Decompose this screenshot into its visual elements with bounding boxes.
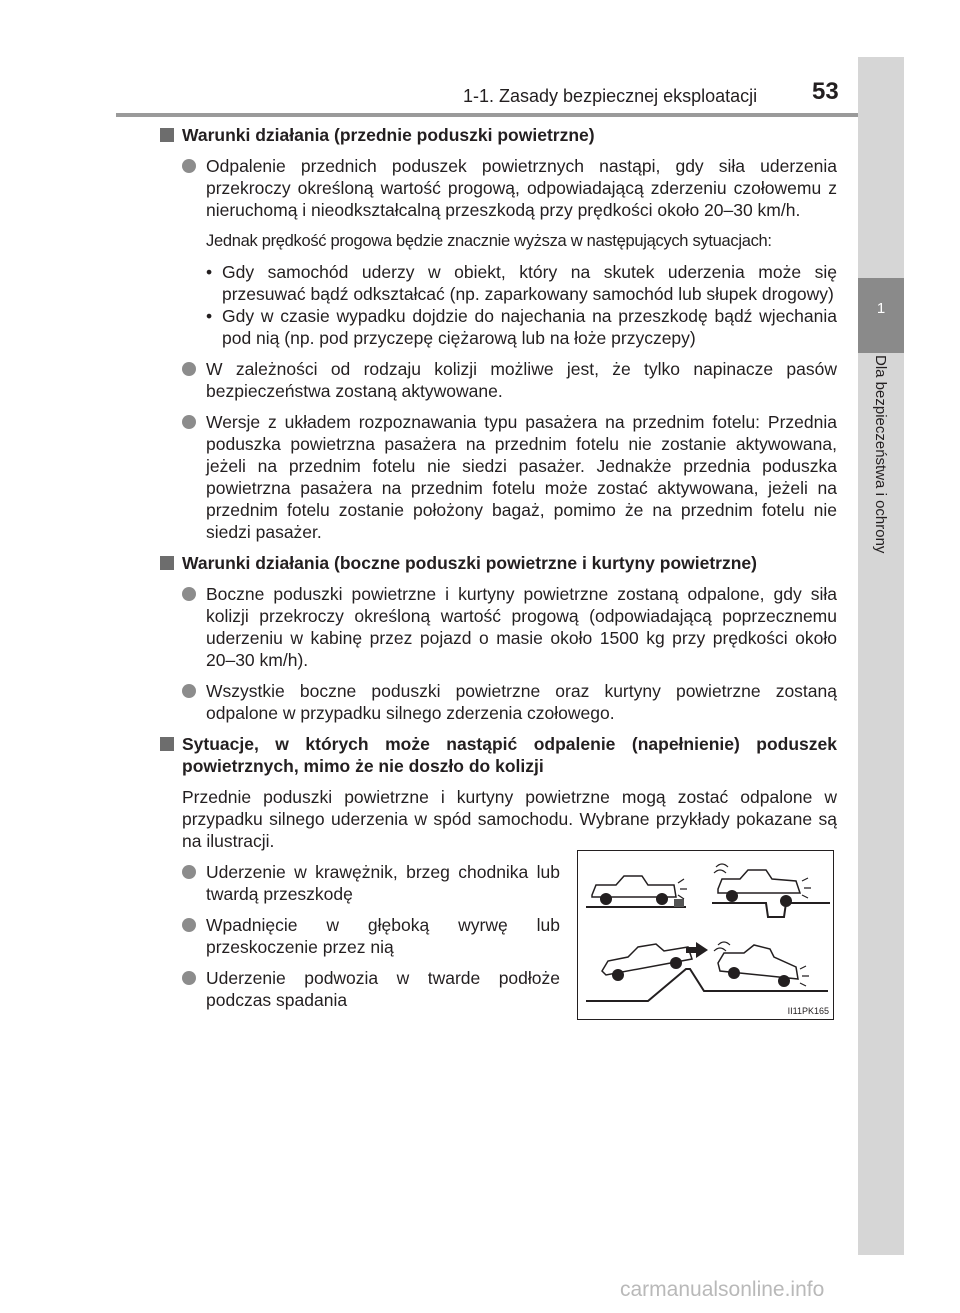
list-item-text: Boczne poduszki powietrzne i kurtyny powietrzne zostaną odpalone, gdy siła kolizji przekroczy określoną wartość progową (odpowiadającą poprzecznemu uderzeniu w kabinę przez pojazd o masie około 1500 kg przy prędkości około 20–30 km/h). [206, 584, 837, 670]
circle-bullet-icon [182, 587, 196, 601]
side-tab-bar [858, 57, 904, 1255]
list-item-text: Wszystkie boczne poduszki powietrzne oraz kurtyny powietrzne zostaną odpalone w przypadku silnego zderzenia czołowego. [206, 681, 837, 723]
figure-code: II11PK165 [787, 1006, 829, 1016]
list-item-text: Wpadnięcie w głęboką wyrwę lub przeskoczenie przez nią [206, 915, 560, 957]
watermark-text: carmanualsonline.info [620, 1278, 825, 1301]
circle-bullet-icon [182, 684, 196, 698]
list-item-text: Uderzenie podwozia w twarde podłoże podczas spadania [206, 968, 560, 1010]
square-bullet-icon [160, 128, 174, 142]
chapter-number: 1 [876, 300, 886, 317]
list-item [160, 411, 837, 543]
list-item [160, 358, 837, 402]
circle-bullet-icon [182, 971, 196, 985]
circle-bullet-icon [182, 415, 196, 429]
curb-impact-scene [586, 876, 687, 907]
square-bullet-icon [160, 556, 174, 570]
pothole-scene [712, 864, 830, 917]
ramp-landing-scene [586, 942, 828, 1001]
sub-list-item-text: Gdy w czasie wypadku dojdzie do najechania na przeszkodę bądź wjechania pod nią (np. pod przyczepę ciężarową lub na łoże przyczepy) [222, 306, 837, 348]
sub-list-item-text: Gdy samochód uderzy w obiekt, który na skutek uderzenia może się przesuwać bądź odkształcać (np. zaparkowany samochód lub słupek drogowy) [222, 262, 837, 304]
list-item-text: Wersje z układem rozpoznawania typu pasażera na przednim fotelu: Przednia poduszka powietrzna pasażera na przednim fotelu nie zostanie aktywowana, jeżeli na przednim fotelu nie siedzi pasażer. Jednakże przednia poduszka powietrzna pasażera na przednim fotelu może zostać aktywowana, jeżeli na przednim fotelu zostanie położony bagaż, pomimo że na przednim fotelu nie siedzi pasażer. [206, 412, 837, 542]
paragraph: Przednie poduszki powietrzne i kurtyny powietrzne mogą zostać odpalone w przypadku silnego uderzenia w spód samochodu. Wybrane przykłady pokazane są na ilustracji. [182, 787, 837, 851]
section-heading-text: Warunki działania (przednie poduszki powietrzne) [182, 125, 595, 145]
list-item [160, 967, 560, 1011]
header-title: 1-1. Zasady bezpiecznej eksploatacji [463, 86, 758, 106]
list-item-text: W zależności od rodzaju kolizji możliwe jest, że tylko napinacze pasów bezpieczeństwa zostaną aktywowane. [206, 359, 837, 401]
sub-bullet-mark: • [206, 306, 213, 326]
note-text: Jednak prędkość progowa będzie znacznie wyższa w następujących sytuacjach: [206, 232, 772, 250]
sub-list [160, 261, 837, 349]
list-item-text: Odpalenie przednich poduszek powietrznych nastąpi, gdy siła uderzenia przekroczy określoną wartość progową, odpowiadającą zderzeniu czołowemu z nieruchomą i nieodkształcalną przeszkodą przy prędkości około 20–30 km/h. [206, 156, 837, 220]
page-number: 53 [812, 78, 839, 105]
section-heading [160, 552, 837, 574]
list-item [160, 583, 837, 671]
circle-bullet-icon [182, 918, 196, 932]
section-heading-text: Warunki działania (boczne poduszki powietrzne i kurtyny powietrzne) [182, 553, 757, 573]
pickup-impact-illustration [578, 851, 835, 1021]
list-item [160, 155, 837, 221]
list-item [160, 680, 837, 724]
circle-bullet-icon [182, 362, 196, 376]
header-rule [116, 113, 858, 117]
sub-list-item [160, 305, 837, 349]
section-heading-text: Sytuacje, w których może nastąpić odpalenie (napełnienie) poduszek powietrznych, mimo że nie doszło do kolizji [182, 734, 837, 776]
sub-bullet-mark: • [206, 262, 213, 282]
chapter-label: Dla bezpieczeństwa i ochrony [872, 355, 889, 554]
square-bullet-icon [160, 737, 174, 751]
list-item [160, 914, 560, 958]
list-item [160, 861, 560, 905]
sub-list-item [160, 261, 837, 305]
section-heading [160, 733, 837, 777]
illustration-figure [577, 850, 834, 1020]
circle-bullet-icon [182, 159, 196, 173]
section-heading [160, 124, 837, 146]
circle-bullet-icon [182, 865, 196, 879]
list-item-text: Uderzenie w krawężnik, brzeg chodnika lub twardą przeszkodę [206, 862, 560, 904]
